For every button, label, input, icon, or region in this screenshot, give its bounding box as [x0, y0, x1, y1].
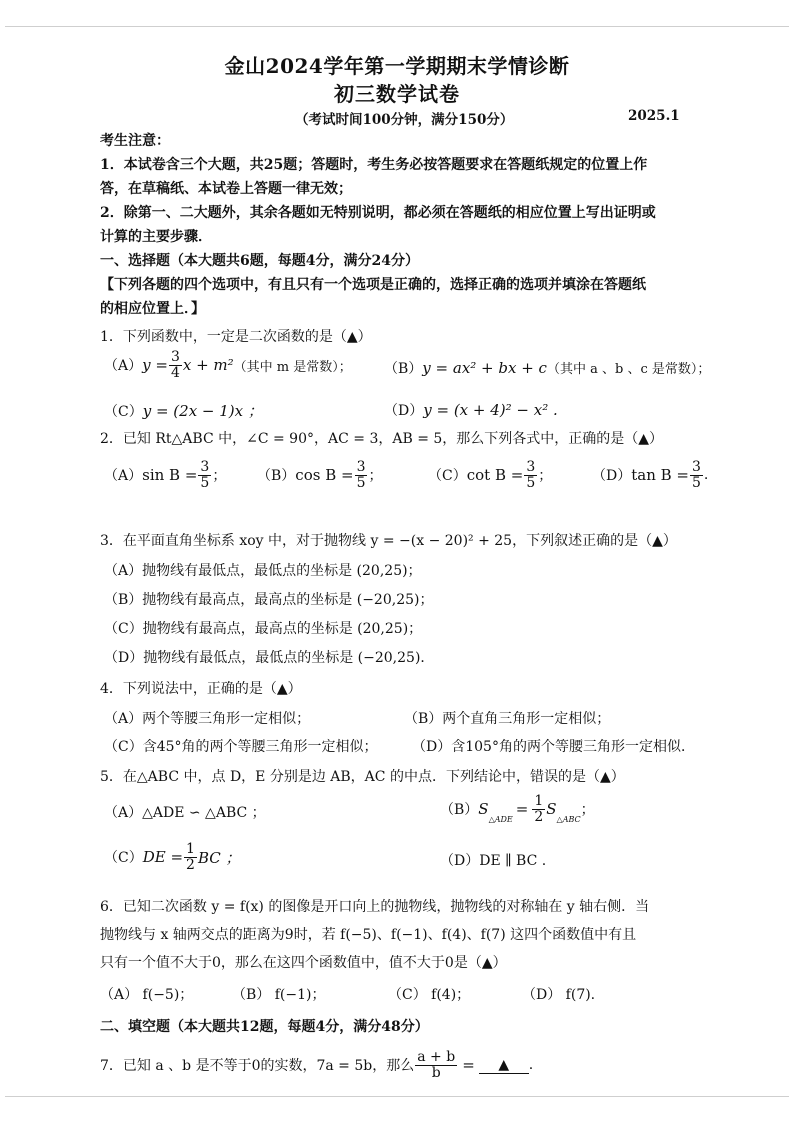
q6-line-1: 6．已知二次函数 y = f(x) 的图像是开口向上的抛物线，抛物线的对称轴在 y 轴右侧．当	[100, 899, 650, 915]
notice-line-2a: 2．除第一、二大题外，其余各题如无特别说明，都必须在答题纸的相应位置上写出证明或	[100, 205, 656, 221]
q2-c-fraction	[524, 460, 537, 490]
exam-date: 2025.1	[628, 108, 680, 124]
section2-heading: 二、填空题（本大题共12题，每题4分，满分48分）	[100, 1019, 429, 1035]
q2-a-numerator: 3	[200, 459, 210, 475]
section1-instruction-b: 的相应位置上．】	[100, 301, 205, 317]
q1-a-numerator: 3	[170, 349, 180, 365]
q7-pre: 7．已知 a 、b 是不等于0的实数，7a = 5b，那么	[100, 1058, 415, 1075]
q2-b-numerator: 3	[356, 459, 366, 475]
q5-b-label: （B）	[440, 802, 479, 819]
q5-b-end: ；	[580, 802, 595, 819]
notice-heading: 考生注意：	[100, 133, 170, 149]
q5-b-s1: S	[478, 800, 489, 819]
notice-line-2b: 计算的主要步骤．	[100, 229, 212, 245]
q2-a-label: （A）	[104, 468, 143, 485]
q1-a-note: （其中 m 是常数）；	[233, 359, 352, 375]
q2-c-denominator: 5	[526, 474, 536, 491]
q1-c-expr: y = (2x − 1)x ；	[142, 402, 263, 420]
q7-end: .	[528, 1057, 534, 1074]
q5-b-sub1: △ADE	[488, 815, 513, 825]
q1-d-label: （D）	[384, 403, 424, 419]
q2-c-numerator: 3	[526, 459, 536, 475]
q2-b-func: cos B =	[295, 466, 354, 485]
q1-option-a	[104, 350, 352, 380]
q2-d-numerator: 3	[692, 459, 701, 475]
section1-heading: 一、选择题（本大题共6题，每题4分，满分24分）	[100, 253, 419, 269]
q1-d-expr: y = (x + 4)² − x² .	[423, 401, 558, 419]
q2-option-b	[257, 460, 382, 490]
exam-subtitle: 初三数学试卷	[334, 82, 460, 106]
q6-option-a: （A） f(−5)；	[100, 987, 194, 1003]
q2-stem: 2．已知 Rt△ABC 中，∠C = 90°，AC = 3，AB = 5，那么下列各式中，正确的是（▲）	[100, 431, 664, 447]
q2-option-c	[428, 460, 552, 490]
q7-denominator: b	[431, 1064, 441, 1081]
q3-option-d: （D）抛物线有最低点，最低点的坐标是 (−20,25)．	[104, 650, 435, 666]
q2-b-denominator: 5	[356, 474, 366, 491]
q5-option-c	[104, 842, 241, 872]
q1-stem: 1．下列函数中，一定是二次函数的是（▲）	[100, 329, 372, 345]
q5-option-b	[440, 794, 595, 824]
q1-b-note: （其中 a 、b 、c 是常数）；	[546, 362, 711, 377]
q7-fraction	[415, 1050, 457, 1080]
q5-c-label: （C）	[104, 850, 143, 867]
q5-c-pre: DE =	[142, 848, 184, 867]
q1-a-denominator: 4	[170, 364, 180, 381]
q6-line-2: 抛物线与 x 轴两交点的距离为9时，若 f(−5)、f(−1)、f(4)、f(7) 这四个函数值中有且	[100, 927, 637, 943]
q4-stem: 4．下列说法中，正确的是（▲）	[100, 681, 302, 697]
q3-option-b: （B）抛物线有最高点，最高点的坐标是 (−20,25)；	[104, 592, 434, 608]
q4-option-a: （A）两个等腰三角形一定相似；	[104, 711, 311, 727]
q2-c-func: cot B =	[466, 466, 524, 485]
exam-info: （考试时间100分钟，满分150分）	[295, 112, 514, 128]
q7-answer-blank[interactable]: ▲	[479, 1057, 529, 1074]
q4-option-c: （C）含45°角的两个等腰三角形一定相似；	[104, 739, 378, 755]
q5-b-fraction	[532, 794, 545, 824]
q1-a-pre: y =	[142, 356, 168, 375]
q5-c-fraction	[184, 842, 197, 872]
q2-c-label: （C）	[428, 468, 467, 485]
q6-option-b: （B） f(−1)；	[232, 987, 326, 1003]
top-border	[5, 26, 789, 27]
notice-line-1b: 答，在草稿纸、本试卷上答题一律无效；	[100, 181, 352, 197]
q1-a-fraction	[169, 350, 182, 380]
q2-a-denominator: 5	[200, 474, 210, 491]
q1-option-c	[104, 400, 263, 421]
q5-b-s2: S	[546, 800, 557, 819]
q1-b-expr: y = ax² + bx + c	[422, 359, 547, 377]
q5-b-sub2: △ABC	[556, 815, 581, 825]
bottom-border	[5, 1096, 789, 1097]
q7-eq: =	[462, 1056, 475, 1075]
q3-option-a: （A）抛物线有最低点，最低点的坐标是 (20,25)；	[104, 563, 422, 579]
q5-stem: 5．在△ABC 中，点 D，E 分别是边 AB，AC 的中点．下列结论中，错误的是（▲）	[100, 769, 625, 785]
q1-a-post: x + m²	[182, 356, 234, 375]
q5-option-a: （A）△ADE ∽ △ABC ；	[104, 805, 266, 821]
q2-d-end: .	[703, 467, 709, 484]
q4-option-d: （D）含105°角的两个等腰三角形一定相似．	[412, 739, 695, 755]
q2-a-func: sin B =	[142, 466, 198, 485]
q5-c-post: BC ；	[197, 848, 241, 867]
q5-b-numerator: 1	[534, 793, 544, 809]
q4-option-b: （B）两个直角三角形一定相似；	[404, 711, 611, 727]
q6-option-d: （D） f(7).	[522, 987, 596, 1003]
q5-c-numerator: 1	[186, 841, 195, 857]
q7-numerator: a + b	[417, 1049, 456, 1065]
q2-b-label: （B）	[257, 468, 296, 485]
q1-option-d	[384, 400, 558, 420]
q6-option-c: （C） f(4)；	[388, 987, 471, 1003]
notice-line-1a: 1．本试卷含三个大题，共25题；答题时，考生务必按答题要求在答题纸规定的位置上作	[100, 157, 648, 173]
q3-option-c: （C）抛物线有最高点，最高点的坐标是 (20,25)；	[104, 621, 423, 637]
q2-b-fraction	[355, 460, 368, 490]
q6-line-3: 只有一个值不大于0，那么在这四个函数值中，值不大于0是（▲）	[100, 955, 507, 971]
q1-c-label: （C）	[104, 404, 143, 420]
q2-d-label: （D）	[592, 468, 632, 485]
q2-a-sep: ；	[212, 468, 227, 485]
q1-a-label: （A）	[104, 358, 143, 375]
q1-b-label: （B）	[384, 361, 423, 377]
q2-d-denominator: 5	[692, 474, 701, 491]
q2-d-fraction	[690, 460, 703, 490]
q2-option-a	[104, 460, 226, 490]
q5-option-d: （D）DE ∥ BC .	[440, 853, 547, 869]
q2-d-func: tan B =	[631, 466, 689, 485]
q2-c-sep: ；	[538, 468, 553, 485]
section1-instruction-a: 【下列各题的四个选项中，有且只有一个选项是正确的，选择正确的选项并填涂在答题纸	[100, 277, 646, 293]
q5-b-denominator: 2	[534, 808, 544, 825]
q5-b-eq: =	[515, 800, 529, 819]
q7-line	[100, 1050, 533, 1080]
exam-title: 金山2024学年第一学期期末学情诊断	[224, 54, 570, 78]
q2-a-fraction	[198, 460, 211, 490]
q3-stem: 3．在平面直角坐标系 xoy 中，对于抛物线 y = −(x − 20)² + 25，下列叙述正确的是（▲）	[100, 533, 677, 549]
q5-c-denominator: 2	[186, 856, 195, 873]
q1-option-b	[384, 358, 710, 378]
q2-option-d	[592, 460, 708, 490]
q2-b-sep: ；	[368, 468, 383, 485]
